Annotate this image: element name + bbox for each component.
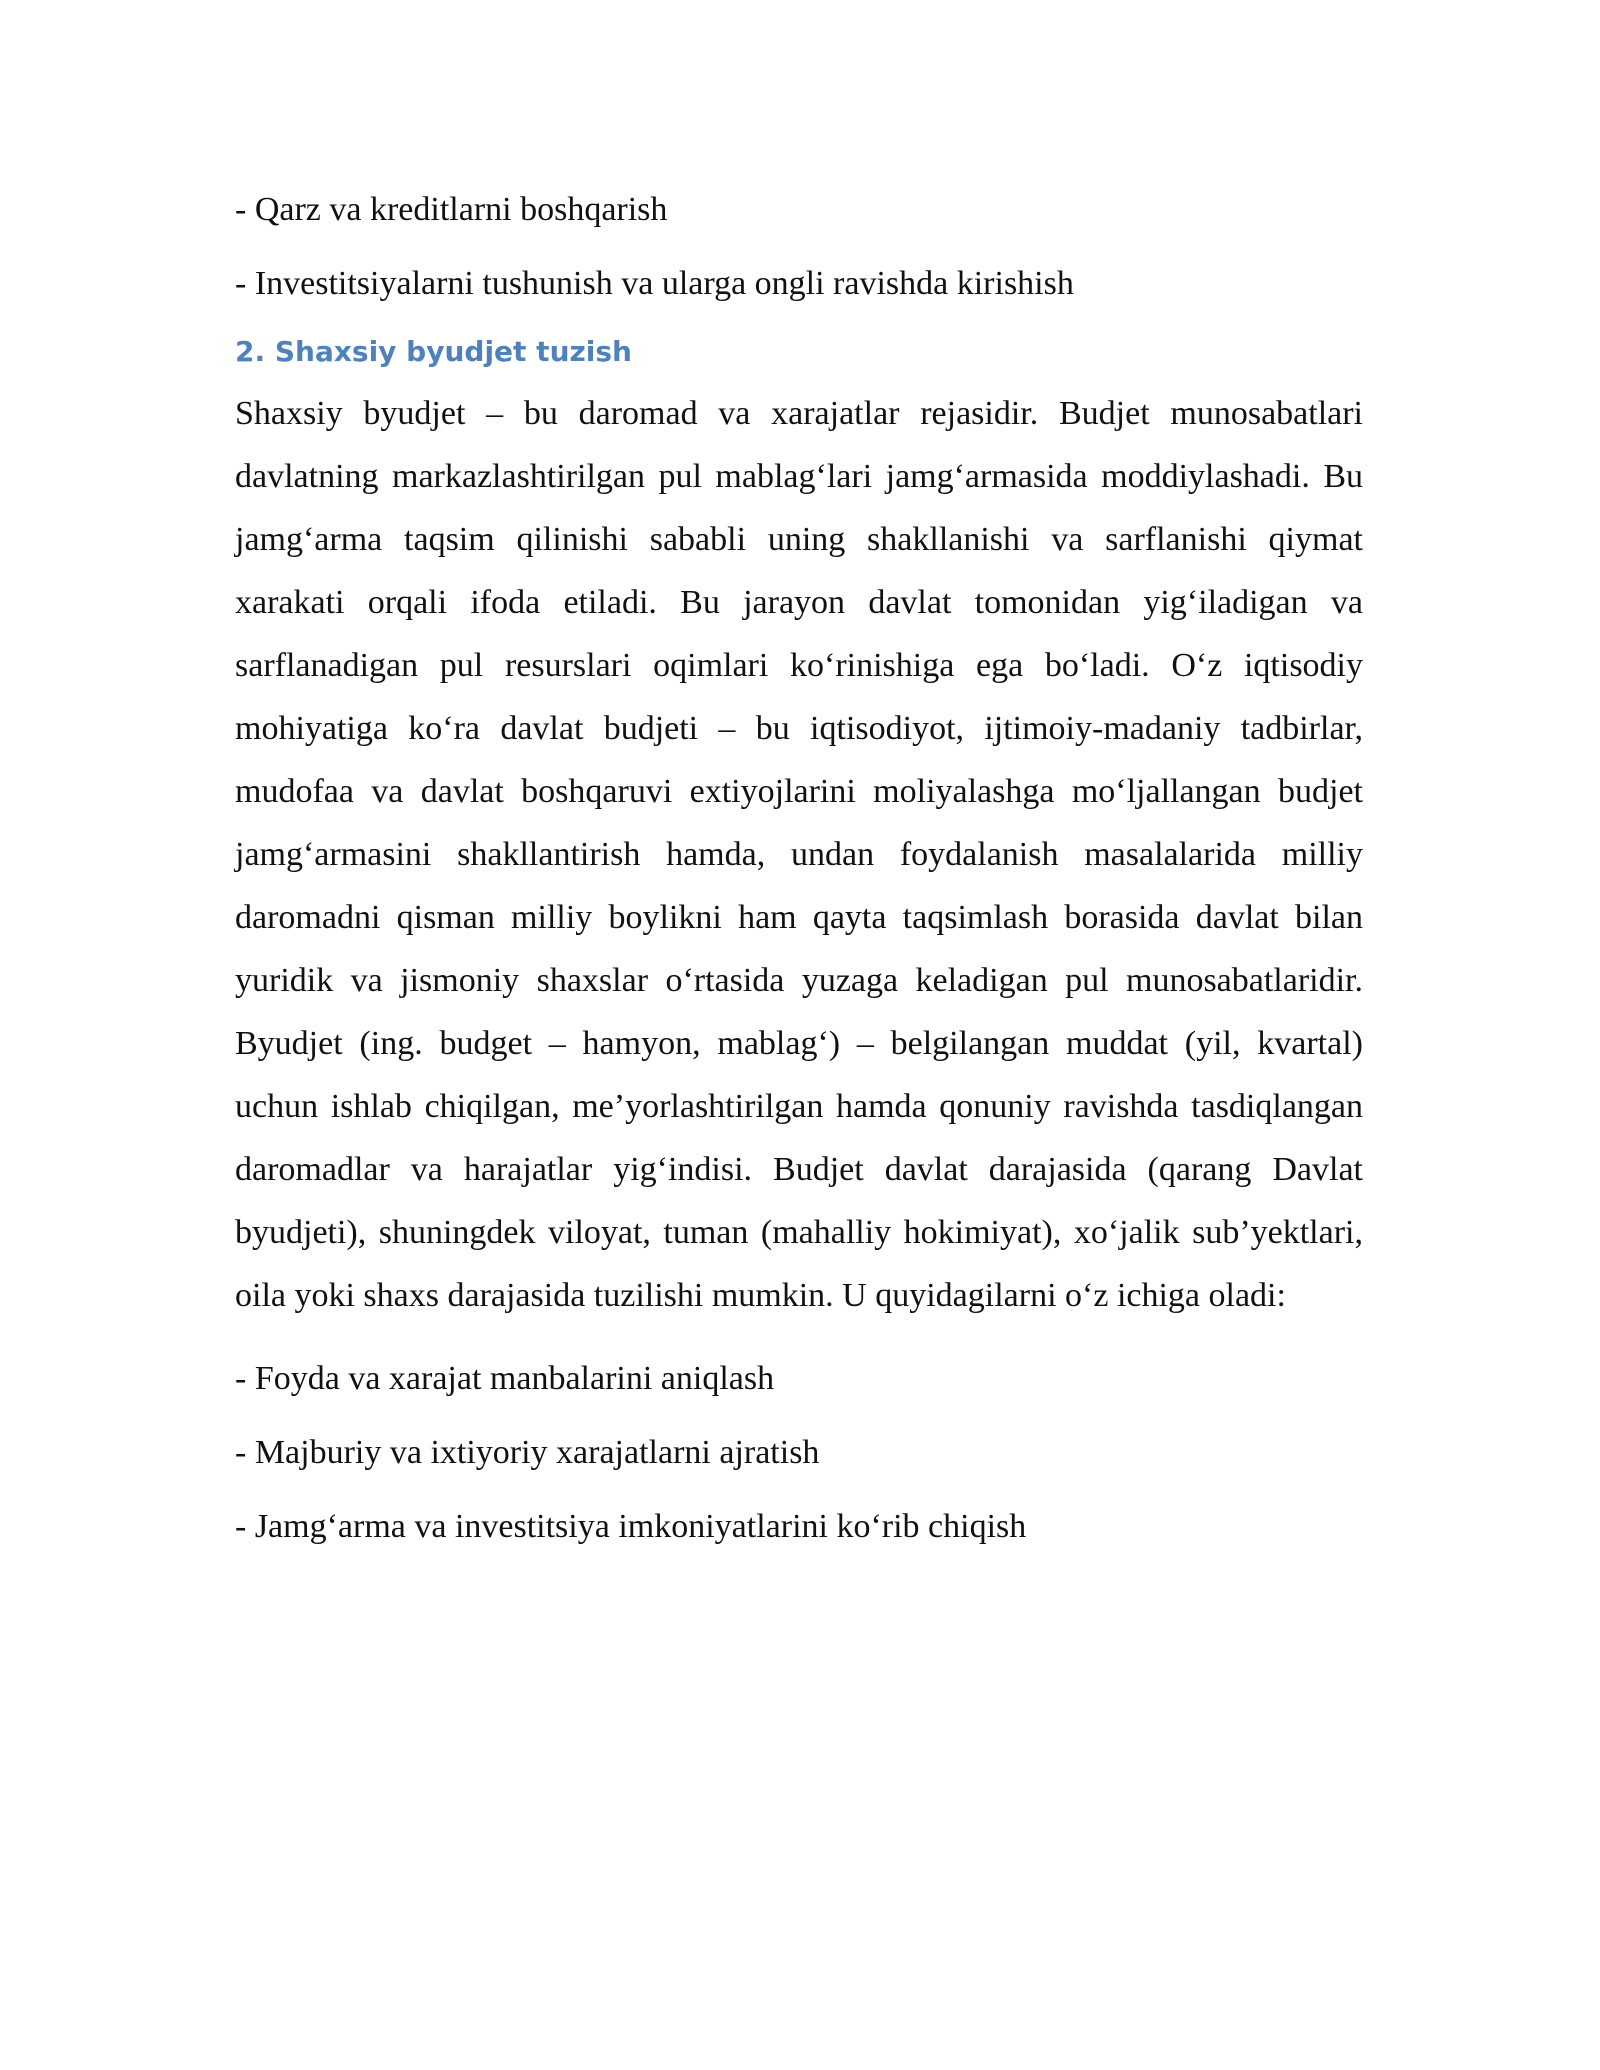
list-item: - Jamg‘arma va investitsiya imkoniyatlarini ko‘rib chiqish	[235, 1508, 1027, 1545]
page-content	[235, 186, 1363, 1577]
list-item: - Qarz va kreditlarni boshqarish	[235, 191, 668, 228]
list-item: - Majburiy va ixtiyoriy xarajatlarni ajratish	[235, 1434, 820, 1471]
section-heading: 2. Shaxsiy byudjet tuzish	[235, 335, 632, 368]
section-paragraph: Shaxsiy byudjet – bu daromad va xarajatlar rejasidir. Budjet munosabatlari davlatning markazlashtirilgan pul mablag‘lari jamg‘armasida moddiylashadi. Bu jamg‘arma taqsim qilinishi sababli uning shakllanishi va sarflanishi qiymat xarakati orqali ifoda etiladi. Bu jarayon davlat tomonidan yig‘iladigan va sarflanadigan pul resurslari oqimlari ko‘rinishiga ega bo‘ladi. O‘z iqtisodiy mohiyatiga ko‘ra davlat budjeti – bu iqtisodiyot, ijtimoiy-madaniy tadbirlar, mudofaa va davlat boshqaruvi extiyojlarini moliyalashga mo‘ljallangan budjet jamg‘armasini shakllantirish hamda, undan foydalanish masalalarida milliy daromadni qisman milliy boylikni ham qayta taqsimlash borasida davlat bilan yuridik va jismoniy shaxslar o‘rtasida yuzaga keladigan pul munosabatlaridir. Byudjet (ing. budget – hamyon, mablag‘) – belgilangan muddat (yil, kvartal) uchun ishlab chiqilgan, me’yorlashtirilgan hamda qonuniy ravishda tasdiqlangan daromadlar va harajatlar yig‘indisi. Budjet davlat darajasida (qarang Davlat byudjeti), shuningdek viloyat, tuman (mahalliy hokimiyat), xo‘jalik sub’yektlari, oila yoki shaxs darajasida tuzilishi mumkin. U quyidagilarni o‘z ichiga oladi:	[235, 395, 1363, 1314]
list-item: - Investitsiyalarni tushunish va ularga ongli ravishda kirishish	[235, 265, 1074, 302]
list-item: - Foyda va xarajat manbalarini aniqlash	[235, 1360, 775, 1397]
top-bullet-list	[235, 186, 1363, 308]
bottom-bullet-list	[235, 1355, 1363, 1551]
